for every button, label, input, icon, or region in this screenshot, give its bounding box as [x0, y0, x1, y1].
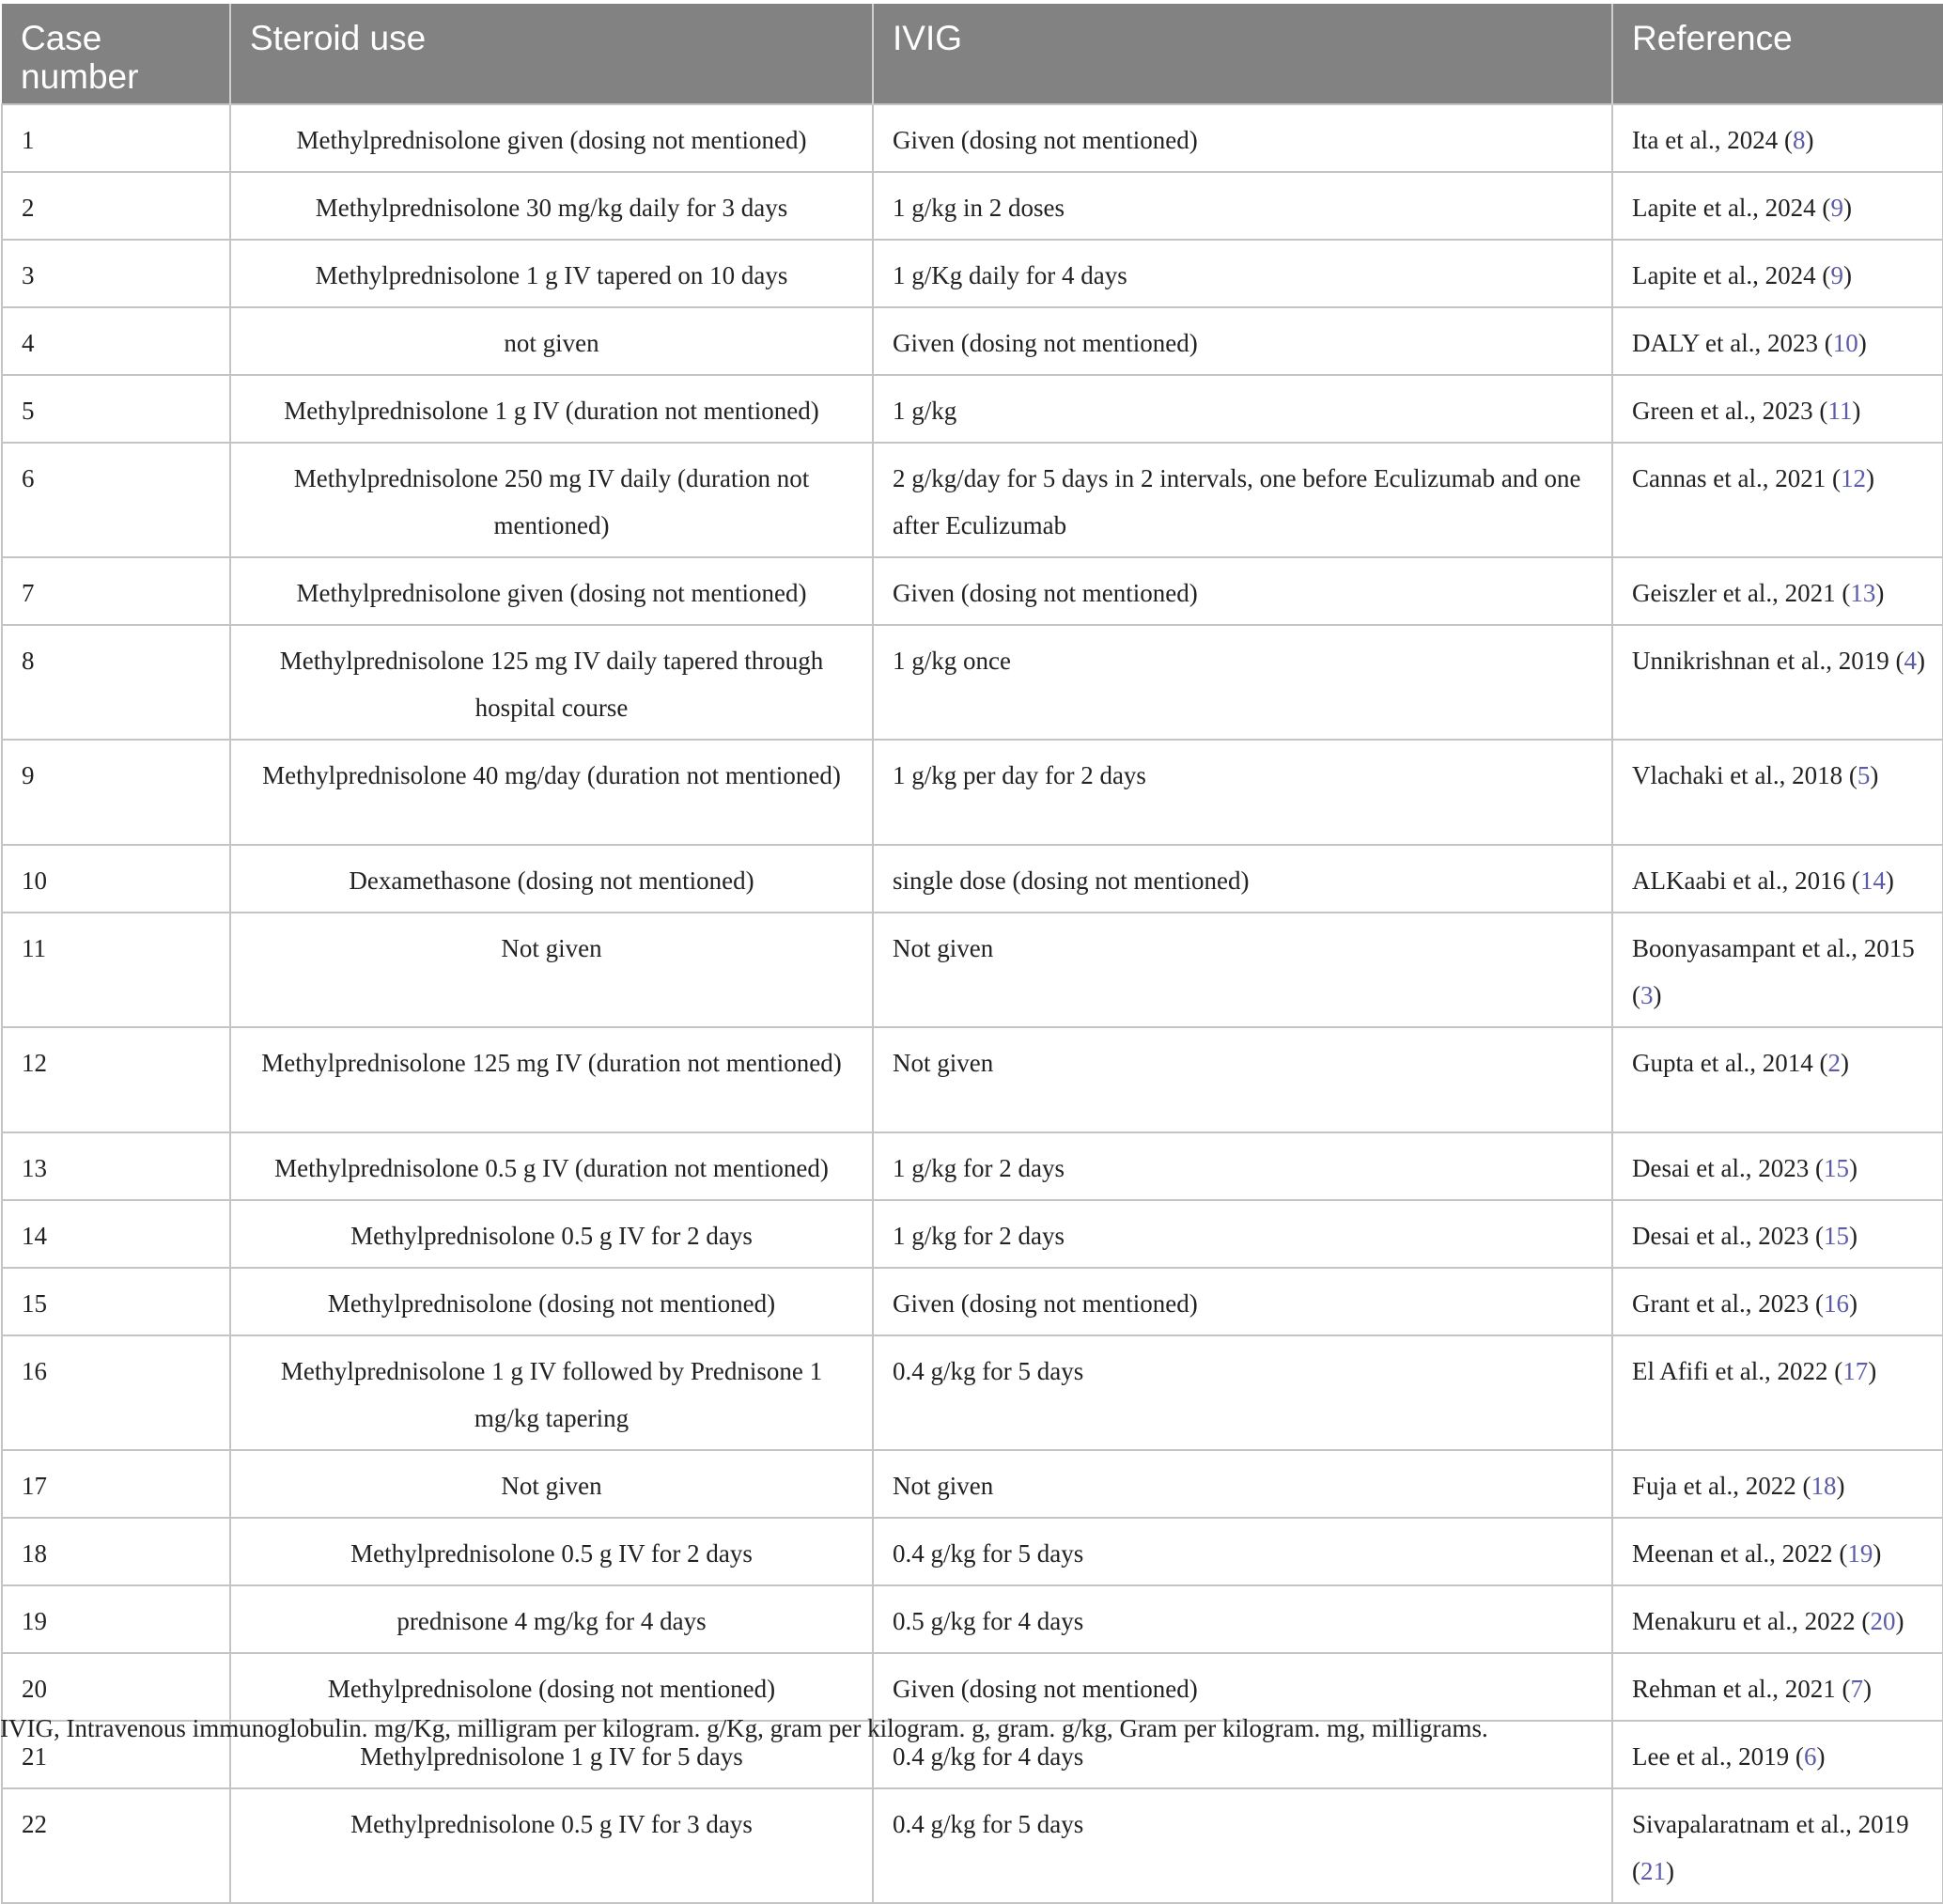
- case-number-cell: 2: [2, 172, 230, 240]
- citation-link[interactable]: 21: [1640, 1857, 1666, 1885]
- reference-text: Unnikrishnan et al., 2019 (: [1632, 647, 1904, 675]
- citation-link[interactable]: 14: [1859, 866, 1886, 895]
- citation-link[interactable]: 10: [1832, 329, 1858, 357]
- reference-cell: [1612, 1132, 1943, 1200]
- table-row: [2, 1335, 1943, 1450]
- reference-text: Grant et al., 2023 (: [1632, 1289, 1824, 1318]
- ivig-cell: Given (dosing not mentioned): [873, 104, 1612, 172]
- citation-link[interactable]: 12: [1840, 464, 1866, 492]
- table-row: [2, 913, 1943, 1027]
- table-row: [2, 375, 1943, 443]
- reference-close: ): [1885, 866, 1894, 895]
- reference-close: ): [1840, 1049, 1849, 1077]
- table-row: [2, 740, 1943, 845]
- steroid-cell: Methylprednisolone given (dosing not mentioned): [230, 557, 873, 625]
- ivig-cell: 0.4 g/kg for 5 days: [873, 1335, 1612, 1450]
- reference-close: ): [1862, 1675, 1872, 1703]
- header-reference: Reference: [1612, 4, 1943, 104]
- reference-close: ): [1873, 1539, 1882, 1568]
- citation-link[interactable]: 17: [1842, 1357, 1869, 1385]
- reference-text: Geiszler et al., 2021 (: [1632, 579, 1851, 607]
- ivig-cell: 1 g/kg for 2 days: [873, 1200, 1612, 1268]
- citation-link[interactable]: 6: [1803, 1742, 1817, 1771]
- case-number-cell: 1: [2, 104, 230, 172]
- header-ivig: IVIG: [873, 4, 1612, 104]
- reference-cell: [1612, 625, 1943, 740]
- reference-text: Boonyasampant et al., 2015 (: [1632, 934, 1915, 1009]
- steroid-cell: Methylprednisolone 1 g IV followed by Prednisone 1 mg/kg tapering: [230, 1335, 873, 1450]
- ivig-cell: 0.4 g/kg for 4 days: [873, 1721, 1612, 1788]
- reference-cell: [1612, 240, 1943, 307]
- steroid-cell: Methylprednisolone 125 mg IV (duration not mentioned): [230, 1027, 873, 1132]
- reference-close: ): [1848, 1289, 1858, 1318]
- citation-link[interactable]: 18: [1811, 1472, 1837, 1500]
- reference-text: Sivapalaratnam et al., 2019 (: [1632, 1810, 1909, 1885]
- case-number-cell: 22: [2, 1788, 230, 1903]
- reference-cell: [1612, 443, 1943, 557]
- case-number-cell: 12: [2, 1027, 230, 1132]
- steroid-cell: Methylprednisolone given (dosing not mentioned): [230, 104, 873, 172]
- case-number-cell: 11: [2, 913, 230, 1027]
- table-row: [2, 1200, 1943, 1268]
- reference-text: Lapite et al., 2024 (: [1632, 261, 1831, 289]
- table-row: [2, 1132, 1943, 1200]
- steroid-cell: prednisone 4 mg/kg for 4 days: [230, 1585, 873, 1653]
- table-row: [2, 443, 1943, 557]
- ivig-cell: Not given: [873, 1450, 1612, 1518]
- reference-text: Lapite et al., 2024 (: [1632, 194, 1831, 222]
- reference-close: ): [1816, 1742, 1826, 1771]
- ivig-cell: 1 g/kg per day for 2 days: [873, 740, 1612, 845]
- table-row: [2, 1518, 1943, 1585]
- case-number-cell: 14: [2, 1200, 230, 1268]
- header-steroid-use: Steroid use: [230, 4, 873, 104]
- table-row: [2, 1585, 1943, 1653]
- reference-close: ): [1842, 261, 1852, 289]
- reference-text: Gupta et al., 2014 (: [1632, 1049, 1828, 1077]
- case-number-cell: 5: [2, 375, 230, 443]
- steroid-cell: Methylprednisolone 40 mg/day (duration not mentioned): [230, 740, 873, 845]
- steroid-cell: Methylprednisolone 1 g IV tapered on 10 days: [230, 240, 873, 307]
- table-header: [2, 4, 1943, 104]
- table-row: [2, 240, 1943, 307]
- reference-cell: [1612, 1200, 1943, 1268]
- ivig-cell: 1 g/kg: [873, 375, 1612, 443]
- case-number-cell: 19: [2, 1585, 230, 1653]
- steroid-cell: Methylprednisolone 1 g IV (duration not mentioned): [230, 375, 873, 443]
- treatment-table: [1, 4, 1943, 1904]
- reference-close: ): [1848, 1154, 1858, 1182]
- steroid-cell: not given: [230, 307, 873, 375]
- ivig-cell: 2 g/kg/day for 5 days in 2 intervals, one before Eculizumab and one after Eculizumab: [873, 443, 1612, 557]
- table-row: [2, 1788, 1943, 1903]
- citation-link[interactable]: 9: [1830, 261, 1843, 289]
- citation-link[interactable]: 15: [1823, 1154, 1849, 1182]
- steroid-cell: Not given: [230, 913, 873, 1027]
- reference-cell: [1612, 1518, 1943, 1585]
- table-footnote: IVIG, Intravenous immunoglobulin. mg/Kg, milligram per kilogram. g/Kg, gram per kilogram. g, gram. g/kg, Gram per kilogram. mg, milligrams.: [0, 1714, 1488, 1742]
- reference-close: ): [1836, 1472, 1845, 1500]
- ivig-cell: 0.4 g/kg for 5 days: [873, 1788, 1612, 1903]
- reference-cell: [1612, 1027, 1943, 1132]
- reference-text: Meenan et al., 2022 (: [1632, 1539, 1848, 1568]
- case-number-cell: 10: [2, 845, 230, 913]
- reference-close: ): [1916, 647, 1925, 675]
- reference-text: Ita et al., 2024 (: [1632, 126, 1793, 154]
- citation-link[interactable]: 7: [1850, 1675, 1863, 1703]
- ivig-cell: 1 g/Kg daily for 4 days: [873, 240, 1612, 307]
- ivig-cell: 1 g/kg once: [873, 625, 1612, 740]
- reference-text: Menakuru et al., 2022 (: [1632, 1607, 1871, 1635]
- table-row: [2, 845, 1943, 913]
- ivig-cell: Given (dosing not mentioned): [873, 1653, 1612, 1721]
- citation-link[interactable]: 11: [1827, 397, 1853, 425]
- steroid-cell: Methylprednisolone 0.5 g IV (duration not mentioned): [230, 1132, 873, 1200]
- reference-cell: [1612, 740, 1943, 845]
- steroid-cell: Methylprednisolone 0.5 g IV for 3 days: [230, 1788, 873, 1903]
- table-body: [2, 104, 1943, 1903]
- ivig-cell: Given (dosing not mentioned): [873, 1268, 1612, 1335]
- ivig-cell: Not given: [873, 913, 1612, 1027]
- reference-cell: [1612, 104, 1943, 172]
- steroid-cell: Methylprednisolone (dosing not mentioned): [230, 1268, 873, 1335]
- reference-text: Green et al., 2023 (: [1632, 397, 1828, 425]
- citation-link[interactable]: 9: [1830, 194, 1843, 222]
- citation-link[interactable]: 19: [1847, 1539, 1873, 1568]
- steroid-cell: Methylprednisolone (dosing not mentioned): [230, 1653, 873, 1721]
- reference-cell: [1612, 172, 1943, 240]
- reference-cell: [1612, 845, 1943, 913]
- reference-text: Rehman et al., 2021 (: [1632, 1675, 1851, 1703]
- reference-cell: [1612, 557, 1943, 625]
- reference-close: ): [1875, 579, 1885, 607]
- table-row: [2, 1027, 1943, 1132]
- reference-close: ): [1895, 1607, 1904, 1635]
- case-number-cell: 21: [2, 1721, 230, 1788]
- reference-text: Desai et al., 2023 (: [1632, 1222, 1824, 1250]
- reference-close: ): [1842, 194, 1852, 222]
- reference-text: ALKaabi et al., 2016 (: [1632, 866, 1860, 895]
- reference-close: ): [1870, 761, 1879, 789]
- reference-cell: [1612, 1450, 1943, 1518]
- table-row: [2, 172, 1943, 240]
- citation-link[interactable]: 16: [1823, 1289, 1849, 1318]
- reference-cell: [1612, 307, 1943, 375]
- reference-cell: [1612, 1335, 1943, 1450]
- steroid-cell: Methylprednisolone 125 mg IV daily tapered through hospital course: [230, 625, 873, 740]
- reference-text: Fuja et al., 2022 (: [1632, 1472, 1811, 1500]
- reference-text: El Afifi et al., 2022 (: [1632, 1357, 1843, 1385]
- ivig-cell: 1 g/kg in 2 doses: [873, 172, 1612, 240]
- case-number-cell: 9: [2, 740, 230, 845]
- table-row: [2, 625, 1943, 740]
- reference-cell: [1612, 913, 1943, 1027]
- ivig-cell: Given (dosing not mentioned): [873, 307, 1612, 375]
- steroid-cell: Dexamethasone (dosing not mentioned): [230, 845, 873, 913]
- citation-link[interactable]: 5: [1857, 761, 1871, 789]
- case-number-cell: 3: [2, 240, 230, 307]
- case-number-cell: 17: [2, 1450, 230, 1518]
- reference-text: Vlachaki et al., 2018 (: [1632, 761, 1858, 789]
- reference-cell: [1612, 375, 1943, 443]
- table-row: [2, 104, 1943, 172]
- reference-text: DALY et al., 2023 (: [1632, 329, 1833, 357]
- citation-link[interactable]: 8: [1792, 126, 1806, 154]
- citation-link[interactable]: 3: [1640, 981, 1654, 1009]
- citation-link[interactable]: 4: [1904, 647, 1917, 675]
- citation-link[interactable]: 13: [1850, 579, 1876, 607]
- reference-close: ): [1868, 1357, 1877, 1385]
- case-number-cell: 13: [2, 1132, 230, 1200]
- table-row: [2, 307, 1943, 375]
- reference-close: ): [1848, 1222, 1858, 1250]
- reference-cell: [1612, 1653, 1943, 1721]
- case-number-cell: 6: [2, 443, 230, 557]
- steroid-cell: Methylprednisolone 250 mg IV daily (duration not mentioned): [230, 443, 873, 557]
- case-number-cell: 15: [2, 1268, 230, 1335]
- reference-cell: [1612, 1788, 1943, 1903]
- case-number-cell: 4: [2, 307, 230, 375]
- case-number-cell: 20: [2, 1653, 230, 1721]
- reference-cell: [1612, 1585, 1943, 1653]
- steroid-cell: Methylprednisolone 0.5 g IV for 2 days: [230, 1200, 873, 1268]
- steroid-cell: Methylprednisolone 30 mg/kg daily for 3 days: [230, 172, 873, 240]
- ivig-cell: 0.4 g/kg for 5 days: [873, 1518, 1612, 1585]
- case-number-cell: 8: [2, 625, 230, 740]
- citation-link[interactable]: 15: [1823, 1222, 1849, 1250]
- ivig-cell: Given (dosing not mentioned): [873, 557, 1612, 625]
- reference-cell: [1612, 1268, 1943, 1335]
- case-number-cell: 16: [2, 1335, 230, 1450]
- header-case-number: Case number: [2, 4, 230, 104]
- reference-text: Desai et al., 2023 (: [1632, 1154, 1824, 1182]
- steroid-cell: Methylprednisolone 0.5 g IV for 2 days: [230, 1518, 873, 1585]
- reference-close: ): [1653, 981, 1662, 1009]
- table-row: [2, 1268, 1943, 1335]
- table-row: [2, 1653, 1943, 1721]
- steroid-cell: Not given: [230, 1450, 873, 1518]
- reference-close: ): [1865, 464, 1874, 492]
- reference-close: ): [1852, 397, 1861, 425]
- table-row: [2, 1450, 1943, 1518]
- reference-text: Lee et al., 2019 (: [1632, 1742, 1804, 1771]
- ivig-cell: single dose (dosing not mentioned): [873, 845, 1612, 913]
- citation-link[interactable]: 20: [1870, 1607, 1896, 1635]
- ivig-cell: 0.5 g/kg for 4 days: [873, 1585, 1612, 1653]
- reference-close: ): [1666, 1857, 1674, 1885]
- table-row: [2, 557, 1943, 625]
- ivig-cell: Not given: [873, 1027, 1612, 1132]
- reference-close: ): [1858, 329, 1867, 357]
- case-number-cell: 18: [2, 1518, 230, 1585]
- case-number-cell: 7: [2, 557, 230, 625]
- citation-link[interactable]: 2: [1827, 1049, 1841, 1077]
- steroid-cell: Methylprednisolone 1 g IV for 5 days: [230, 1721, 873, 1788]
- reference-text: Cannas et al., 2021 (: [1632, 464, 1841, 492]
- reference-close: ): [1805, 126, 1814, 154]
- ivig-cell: 1 g/kg for 2 days: [873, 1132, 1612, 1200]
